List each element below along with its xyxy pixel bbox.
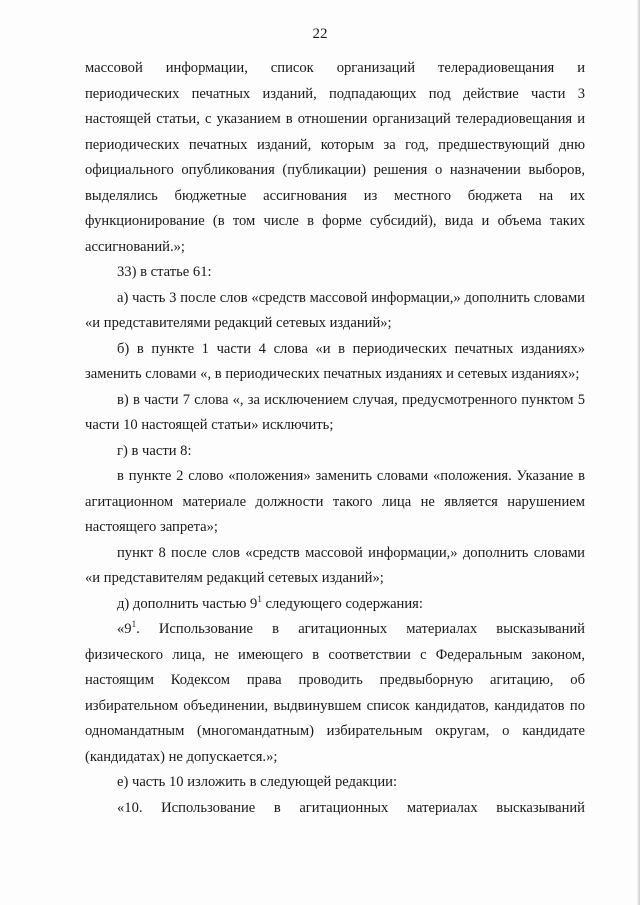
paragraph-10-text-end: . Использование в агитационных материалах высказываний физического лица, не имеющего в соответствии с Федеральным законом, настоящим Кодексом права проводить предвыборную агитацию, об избирательном объединении, выдвинувшем список кандидатов, кандидатов по одномандатным (многомандатным) избирательным округам, о кандидате (кандидатах) не допускается.»;: [85, 621, 585, 765]
superscript: 1: [257, 593, 262, 604]
paragraph-4: б) в пункте 1 части 4 слова «и в периодических печатных изданиях» заменить словами «, в периодических печатных изданиях и сетевых изданиях»;: [85, 340, 585, 382]
paragraph-10: [85, 617, 585, 770]
paragraph-6: г) в части 8:: [117, 442, 192, 459]
paragraph-7: в пункте 2 слово «положения» заменить словами «положения. Указание в агитационном материале должности такого лица не является нарушением настоящего запрета»;: [85, 468, 585, 535]
superscript: 1: [131, 619, 137, 629]
document-body: [85, 56, 585, 821]
paragraph-12: «10. Использование в агитационных материалах высказываний: [117, 799, 585, 816]
paragraph-9-text: д) дополнить частью 9: [117, 595, 258, 612]
page-number: 22: [312, 26, 328, 42]
paragraph-5: в) в части 7 слова «, за исключением случая, предусмотренного пунктом 5 части 10 настоящей статьи» исключить;: [85, 391, 585, 433]
paragraph-3: а) часть 3 после слов «средств массовой информации,» дополнить словами «и представителями редакций сетевых изданий»;: [85, 289, 585, 331]
paragraph-9: [85, 592, 585, 618]
paragraph-8: пункт 8 после слов «средств массовой информации,» дополнить словами «и представителям редакций сетевых изданий»;: [85, 544, 585, 586]
paragraph-10-text: «9: [117, 621, 132, 637]
paragraph-1: массовой информации, список организаций телерадиовещания и периодических печатных изданий, подпадающих под действие части 3 настоящей статьи, с указанием в отношении организаций телерадиовещания и периодических печатных изданий, которым за год, предшествующий дню официального опубликования (публикации) решения о назначении выборов, выделялись бюджетные ассигнования из местного бюджета на их функционирование (в том числе в форме субсидий), вида и объема таких ассигнований.»;: [85, 60, 585, 255]
paragraph-2: 33) в статье 61:: [117, 264, 212, 280]
paragraph-11: е) часть 10 изложить в следующей редакции:: [117, 774, 398, 790]
paragraph-9-text-end: следующего содержания:: [261, 595, 423, 612]
